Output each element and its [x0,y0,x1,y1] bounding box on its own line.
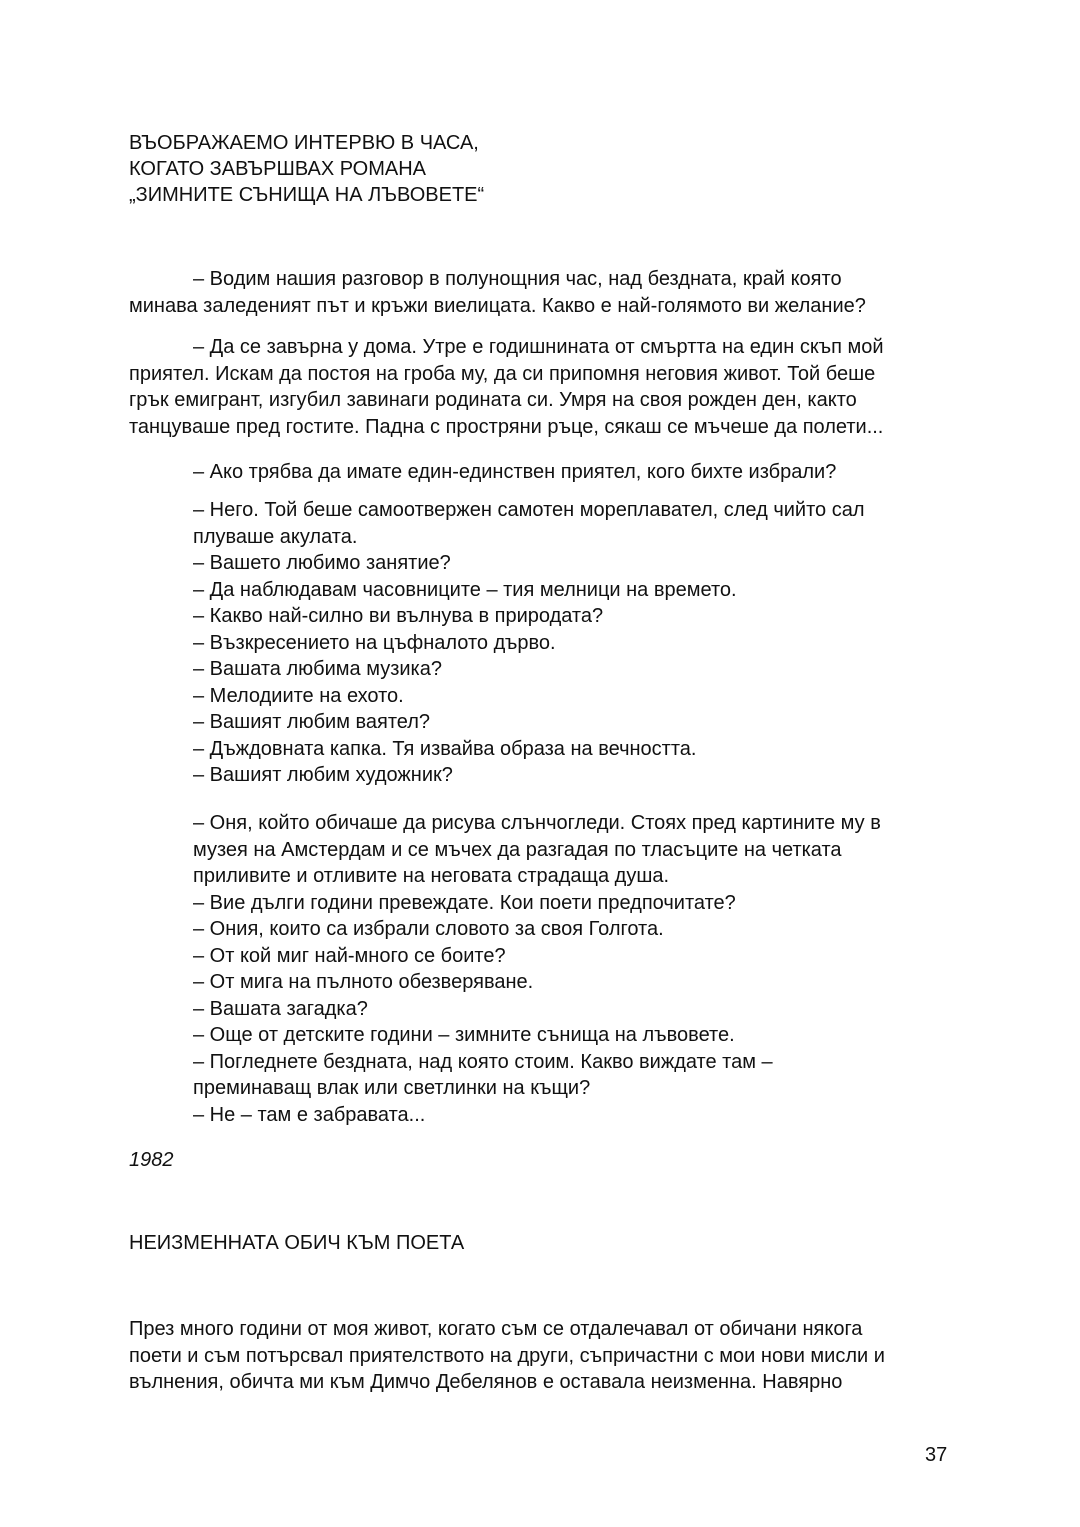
text-line: – От мига на пълното обезверяване. [193,971,534,993]
text-line: – Оня, който обичаше да рисува слънчогледи. Стоях пред картините му в [193,812,881,834]
page-number: 37 [925,1444,948,1466]
year-date: 1982 [129,1149,174,1171]
interview-paragraph-5 [193,810,881,1128]
title-line: КОГАТО ЗАВЪРШВАХ РОМАНА [129,158,426,180]
text-line: – Водим нашия разговор в полунощния час, над бездната, край която [193,268,842,290]
title-line: ВЪОБРАЖАЕМО ИНТЕРВЮ В ЧАСА, [129,132,479,154]
text-line: – Не – там е забравата... [193,1103,426,1126]
text-line: плуваше акулата. [193,525,358,548]
text-line: танцуваше пред гостите. Падна с простряни ръце, сякаш се мъчеше да полети... [129,415,884,438]
text-line: приятел. Искам да постоя на гроба му, да си припомня неговия живот. Той беше [129,362,876,385]
text-line: приливите и отливите на неговата страдаща душа. [193,865,670,887]
text-line: преминаващ влак или светлинки на къщи? [193,1077,591,1099]
text-line: – Дъждовната капка. Тя извайва образа на вечността. [193,737,697,760]
text-line: – От кой миг най-много се боите? [193,944,506,967]
article-title [129,130,484,208]
interview-paragraph-3 [193,459,836,486]
text-line: – Ония, които са избрали словото за своя Голгота. [193,918,664,940]
section-heading: НЕИЗМЕННАТА ОБИЧ КЪМ ПОЕТА [129,1232,465,1254]
text-line: поети и съм потърсвал приятелството на други, съпричастни с мои нови мисли и [129,1344,885,1367]
text-line: – Вие дълги години превеждате. Кои поети предпочитате? [193,891,736,914]
interview-paragraph-4 [193,497,864,789]
text-line: – Да се завърна у дома. Утре е годишнината от смъртта на един скъп мой [193,336,884,358]
text-line: – Вашето любимо занятие? [193,552,451,574]
text-line: вълнения, обичта ми към Димчо Дебелянов е оставала неизменна. Навярно [129,1371,843,1393]
text-line: – Още от детските години – зимните сънища на лъвовете. [193,1024,735,1046]
interview-paragraph-1 [129,266,866,319]
section-paragraph-1 [129,1316,885,1396]
text-line: минава заледеният път и кръжи виелицата. Какво е най-голямото ви желание? [129,294,866,317]
text-line: – Възкресението на цъфналото дърво. [193,631,556,654]
text-line: музея на Амстердам и се мъчех да разгадая по тласъците на четката [193,838,842,861]
text-line: – Вашата загадка? [193,997,368,1020]
text-line: – Него. Той беше самоотвержен самотен мореплавател, след чийто сал [193,499,865,521]
text-line: – Какво най-силно ви вълнува в природата? [193,605,604,627]
interview-paragraph-2 [129,334,884,440]
text-line: грък емигрант, изгубил завинаги родината си. Умря на своя рожден ден, както [129,389,857,411]
text-line: – Да наблюдавам часовниците – тия мелници на времето. [193,578,737,601]
text-line: – Вашият любим художник? [193,764,453,786]
text-line: – Мелодиите на ехото. [193,684,404,707]
text-line: – Вашата любима музика? [193,658,442,680]
text-line: – Ако трябва да имате един-единствен приятел, кого бихте избрали? [193,461,837,483]
text-line: – Вашият любим ваятел? [193,711,431,733]
text-line: През много години от моя живот, когато съм се отдалечавал от обичани някога [129,1318,863,1340]
title-line: „ЗИМНИТЕ СЪНИЩА НА ЛЪВОВЕТЕ“ [129,184,485,206]
text-line: – Погледнете бездната, над която стоим. Какво виждате там – [193,1050,773,1073]
